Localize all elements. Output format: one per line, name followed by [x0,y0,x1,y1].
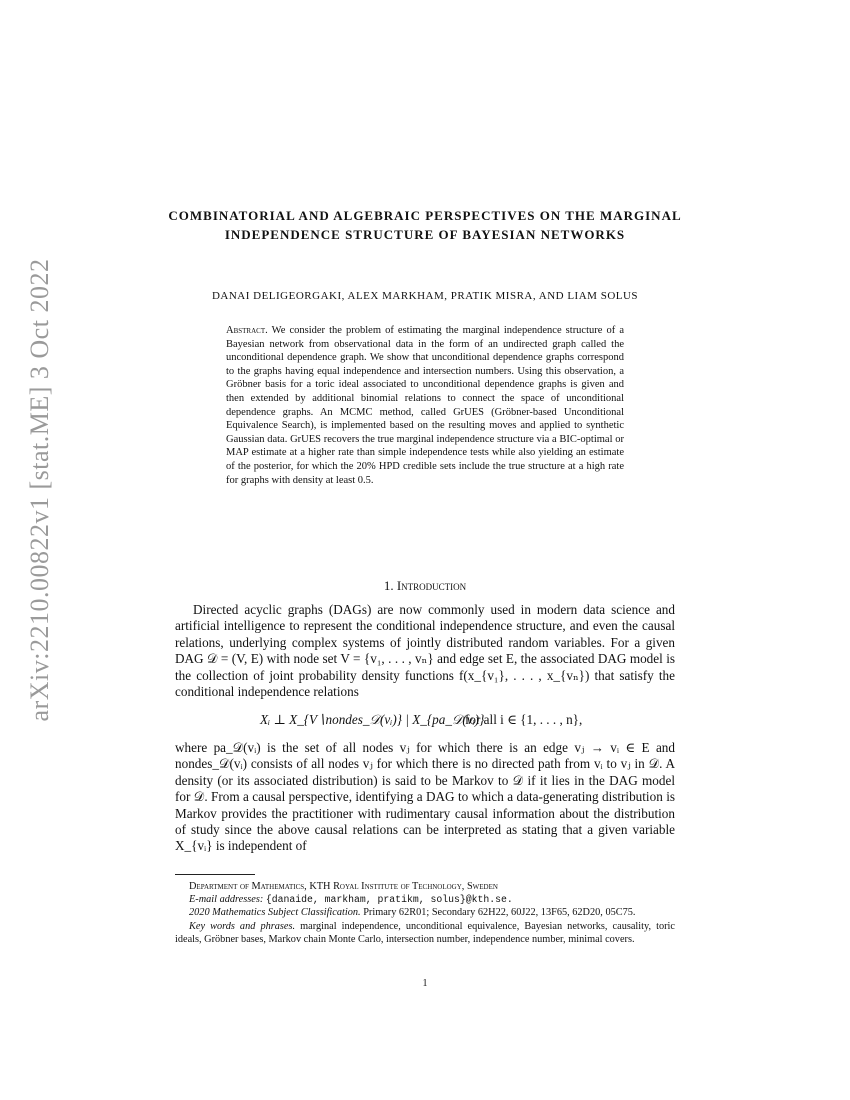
keywords: marginal independence, unconditional equivalence, Bayesian networks, causality, toric ideals, Gröbner bases, Markov chain Monte Carlo, intersection number, independence number, minimal covers. [175,920,675,945]
footnote-rule [175,874,255,875]
paper-title: COMBINATORIAL AND ALGEBRAIC PERSPECTIVES ON THE MARGINAL INDEPENDENCE STRUCTURE OF BAYESIAN NETWORKS [168,208,682,242]
email-label: E-mail addresses: [189,894,264,906]
affiliation: Department of Mathematics, KTH Royal Institute of Technology, Sweden [189,881,498,892]
msc-codes: Primary 62R01; Secondary 62H22, 60J22, 13F65, 62D20, 05C75. [363,907,636,919]
author-list: DANAI DELIGEORGAKI, ALEX MARKHAM, PRATIK MISRA, AND LIAM SOLUS [211,290,639,302]
abstract [226,324,624,487]
msc-label: 2020 Mathematics Subject Classification. [189,907,361,919]
intro-paragraph-2: where pa_𝒟(vᵢ) is the set of all nodes vⱼ for which there is an edge vⱼ → vᵢ ∈ E and nondes_𝒟(vᵢ) consists of all nodes vⱼ for which there is no directed path from vᵢ to vⱼ in 𝒟. A density (or its associated distribution) is said to be Markov to 𝒟 if it lies in the DAG model for 𝒟. From a causal perspective, identifying a DAG to which a data-generating distribution is Markov provides the practitioner with rudimentary causal information about the distribution of study since the above causal relations can be interpreted as stating that a given variable X_{vᵢ} is independent of [175,740,675,854]
keywords-line [175,920,675,946]
equation-rhs: for all i ∈ {1, . . . , n}, [465,712,583,727]
email-line [175,893,675,906]
section-heading [120,578,730,594]
email-addresses[interactable]: {danaide, markham, pratikm, solus}@kth.se. [265,894,513,906]
section-title: Introduction [396,578,467,593]
page-number: 1 [422,978,428,989]
keywords-label: Key words and phrases. [189,920,296,932]
equation-lhs: Xᵢ ⊥ X_{V∖nondes_𝒟(vᵢ)} | X_{pa_𝒟(vᵢ)} [260,712,485,727]
intro-paragraph-1: Directed acyclic graphs (DAGs) are now commonly used in modern data science and artificial intelligence to represent the conditional independence structure, and even the causal relations, underlying complex systems of jointly distributed random variables. For a given DAG 𝒟 = (V, E) with node set V = {v₁, . . . , vₙ} and edge set E, the associated DAG model is the collection of joint probability density functions f(x_{v₁}, . . . , x_{vₙ}) that satisfy the conditional independence relations [175,602,675,700]
abstract-text: We consider the problem of estimating the marginal independence structure of a Bayesian network from observational data in the form of an undirected graph called the unconditional dependence graph. We show that unconditional dependence graphs correspond to the graphs having equal independence and intersection numbers. Using this observation, a Gröbner basis for a toric ideal associated to unconditional dependence graphs is given and then extended by additional binomial relations to connect the space of unconditional dependence graphs. An MCMC method, called GrUES (Gröbner-based Unconditional Equivalence Search), is implemented based on the resulting moves and applied to synthetic Gaussian data. GrUES recovers the true marginal independence structure via a BIC-optimal or MAP estimate at a higher rate than simple independence tests while also yielding an estimate of the posterior, for which the 20% HPD credible sets include the true structure at a high rate for graphs with density at least 0.5. [226,325,624,486]
msc-line [175,906,675,919]
abstract-label: Abstract. [226,325,268,336]
section-number: 1. [383,578,394,593]
arxiv-identifier: arXiv:2210.00822v1 [stat.ME] 3 Oct 2022 [25,258,54,722]
footnotes [175,880,675,946]
